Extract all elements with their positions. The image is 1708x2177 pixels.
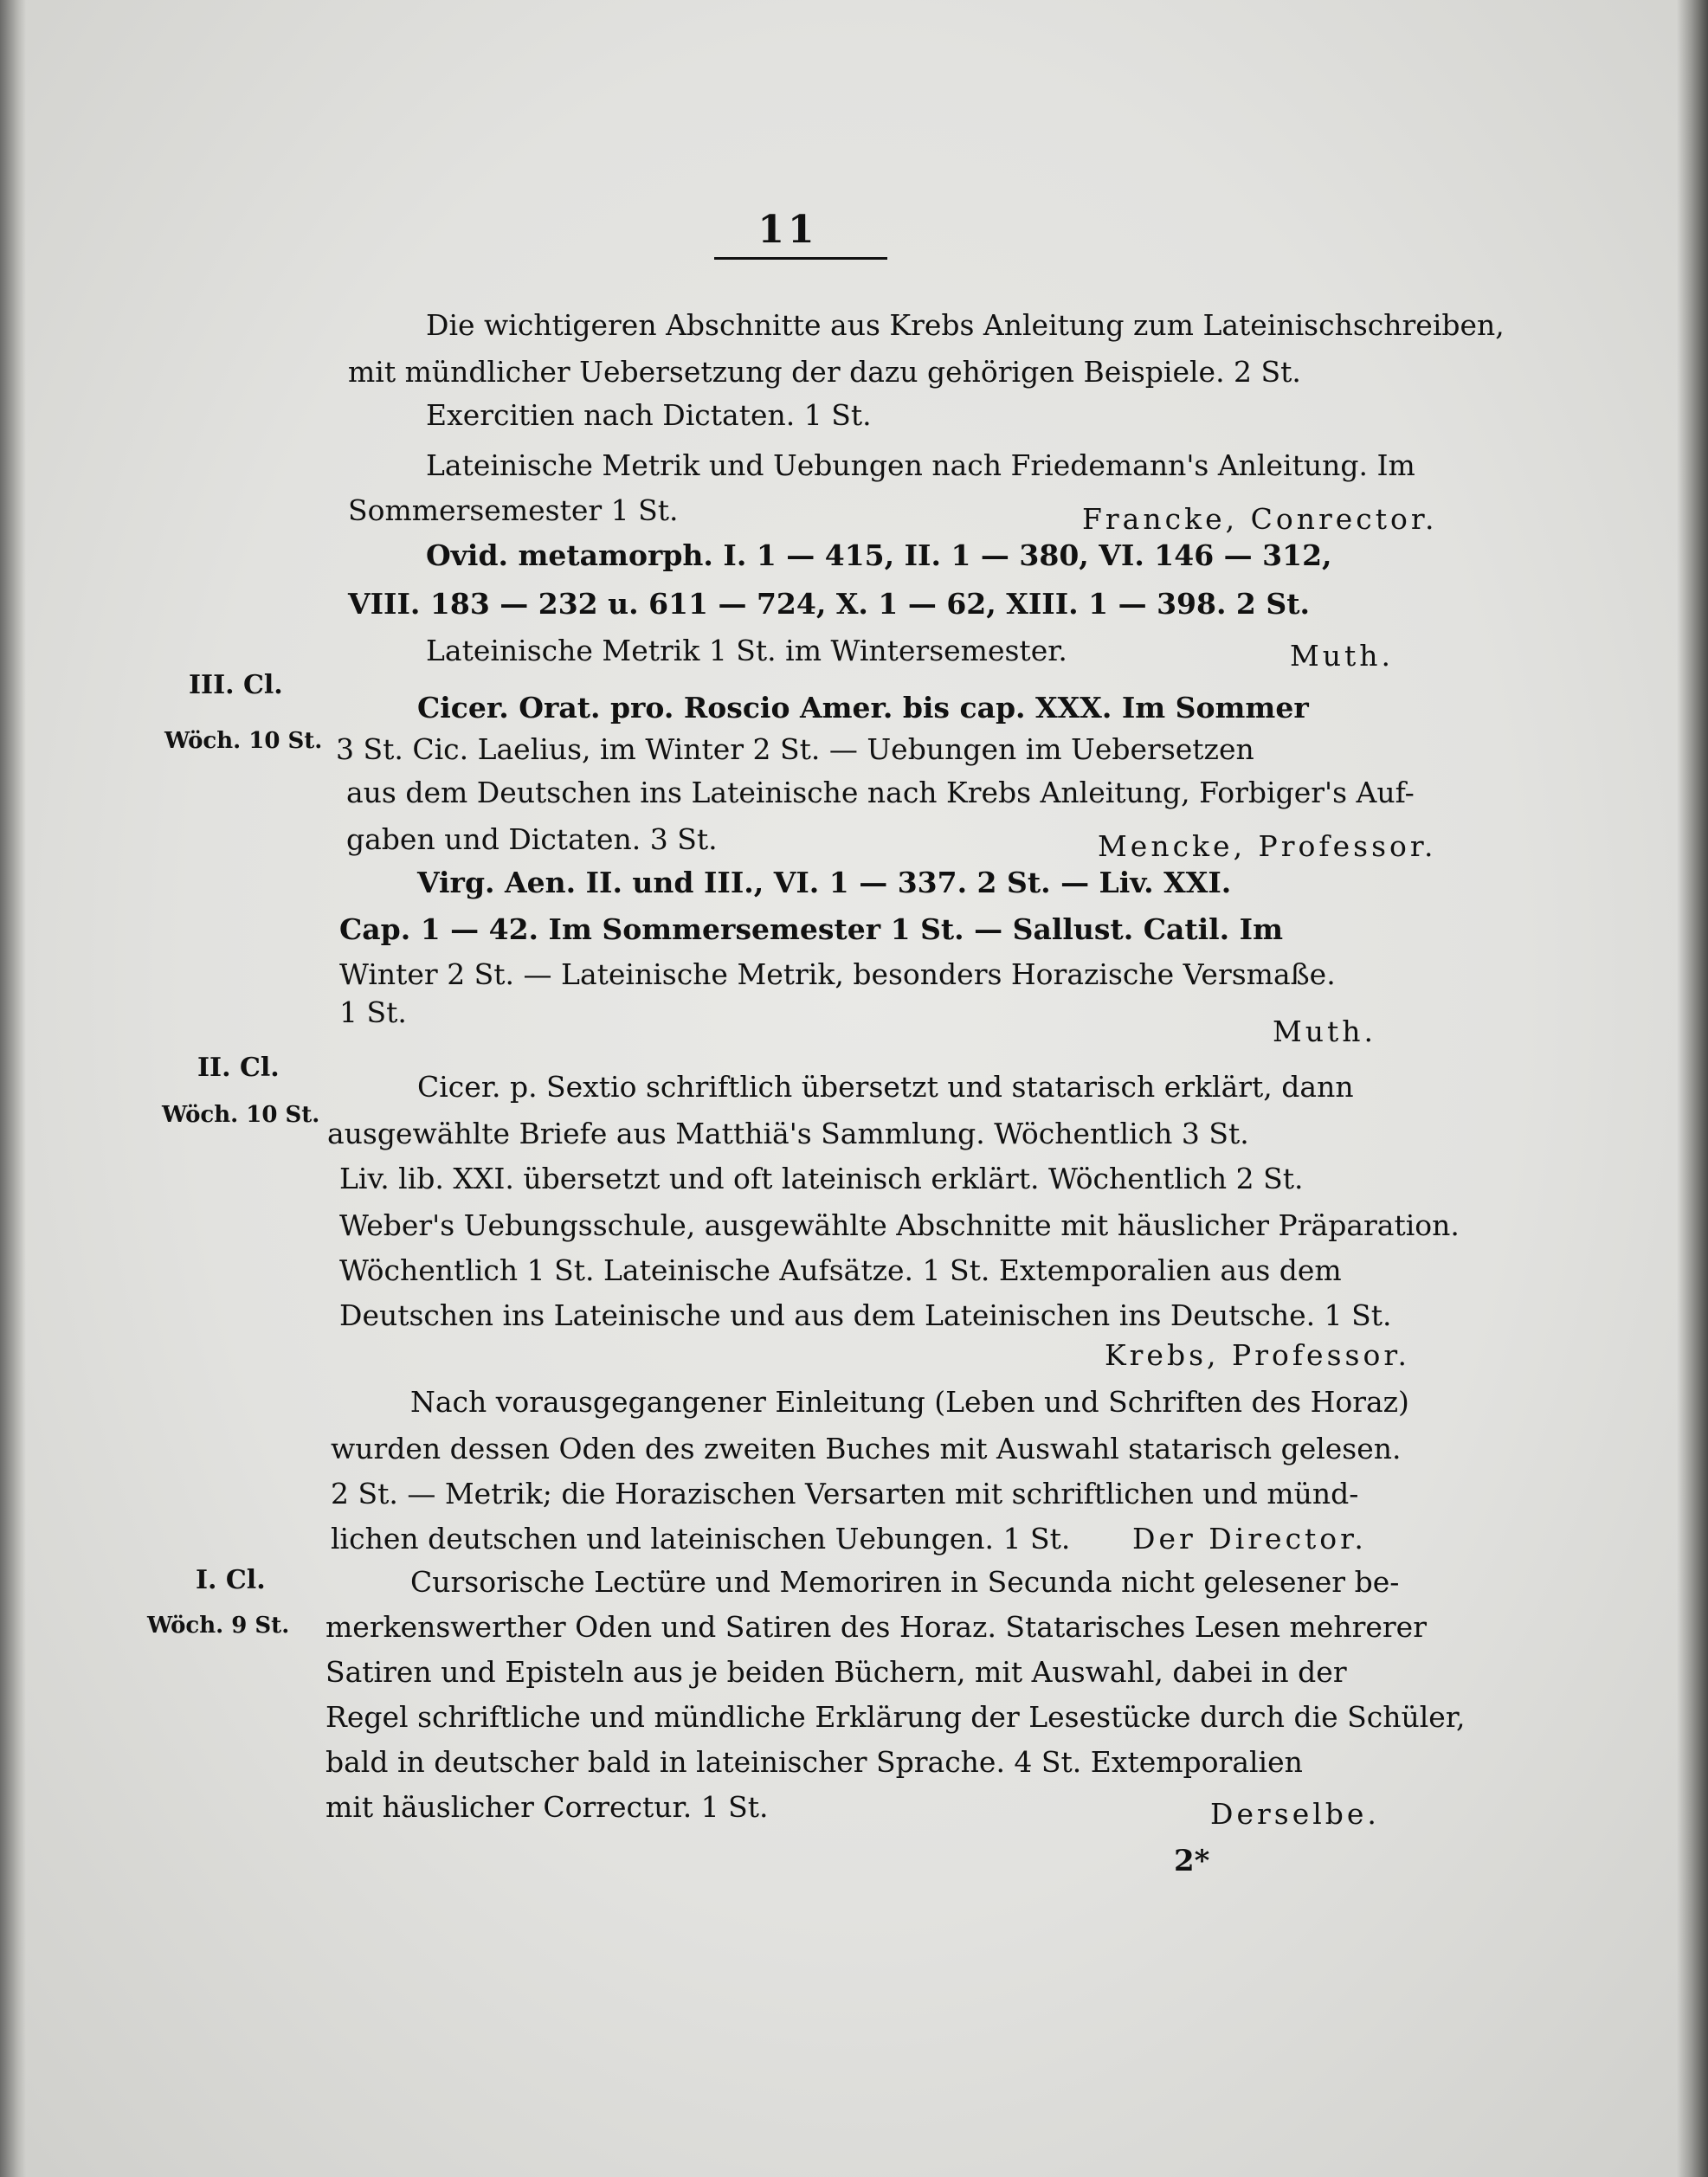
teacher-signature: Krebs, Professor. [1105, 1338, 1410, 1372]
text-line: Cicer. p. Sextio schriftlich übersetzt und statarisch erklärt, dann [417, 1070, 1354, 1104]
text-line: lichen deutschen und lateinischen Uebungen. 1 St. [331, 1522, 1071, 1555]
text-line: mit häuslicher Correctur. 1 St. [325, 1790, 769, 1824]
teacher-signature: Derselbe. [1210, 1797, 1380, 1831]
text-line: Cursorische Lectüre und Memoriren in Secunda nicht gelesener be- [410, 1565, 1400, 1599]
text-line: VIII. 183 — 232 u. 611 — 724, X. 1 — 62, XIII. 1 — 398. 2 St. [348, 587, 1310, 621]
header-rule [714, 257, 887, 260]
margin-class-1-label: I. Cl. [196, 1565, 266, 1595]
text-line: bald in deutscher bald in lateinischer Sprache. 4 St. Extemporalien [325, 1745, 1303, 1779]
text-line: Lateinische Metrik 1 St. im Wintersemester. [426, 634, 1067, 667]
text-line: Deutschen ins Lateinische und aus dem Lateinischen ins Deutsche. 1 St. [339, 1298, 1392, 1332]
text-line: Wöchentlich 1 St. Lateinische Aufsätze. 1 St. Extemporalien aus dem [339, 1253, 1342, 1287]
text-line: Weber's Uebungsschule, ausgewählte Abschnitte mit häuslicher Präparation. [339, 1208, 1460, 1242]
text-line: aus dem Deutschen ins Lateinische nach Krebs Anleitung, Forbiger's Auf- [346, 776, 1415, 809]
printer-signature-mark: 2* [1174, 1844, 1210, 1878]
text-line: Die wichtigeren Abschnitte aus Krebs Anleitung zum Lateinischschreiben, [426, 308, 1505, 342]
text-line: Sommersemester 1 St. [348, 493, 679, 527]
text-line: 2 St. — Metrik; die Horazischen Versarten mit schriftlichen und münd- [331, 1477, 1359, 1510]
text-line: Cicer. Orat. pro. Roscio Amer. bis cap. XXX. Im Sommer [417, 691, 1309, 725]
text-line: Liv. lib. XXI. übersetzt und oft lateinisch erklärt. Wöchentlich 2 St. [339, 1162, 1304, 1195]
text-line: ausgewählte Briefe aus Matthiä's Sammlung. Wöchentlich 3 St. [327, 1117, 1249, 1150]
text-line: Satiren und Episteln aus je beiden Büchern, mit Auswahl, dabei in der [325, 1655, 1347, 1689]
margin-class-3-label: III. Cl. [189, 670, 283, 700]
teacher-signature: Mencke, Professor. [1098, 829, 1437, 863]
teacher-signature: Der Director. [1132, 1522, 1367, 1555]
text-line: gaben und Dictaten. 3 St. [346, 822, 718, 856]
margin-class-3-hours: Wöch. 10 St. [164, 728, 323, 754]
text-line: Lateinische Metrik und Uebungen nach Friedemann's Anleitung. Im [426, 448, 1415, 482]
text-line: Nach vorausgegangener Einleitung (Leben und Schriften des Horaz) [410, 1385, 1409, 1419]
text-line: 1 St. [339, 995, 407, 1029]
text-line: merkenswerther Oden und Satiren des Horaz. Statarisches Lesen mehrerer [325, 1610, 1427, 1644]
text-line: wurden dessen Oden des zweiten Buches mit Auswahl statarisch gelesen. [331, 1432, 1402, 1465]
text-line: Exercitien nach Dictaten. 1 St. [426, 398, 872, 432]
page-edge-left [0, 0, 26, 2177]
text-line: 3 St. Cic. Laelius, im Winter 2 St. — Uebungen im Uebersetzen [336, 732, 1254, 766]
text-line: Virg. Aen. II. und III., VI. 1 — 337. 2 St. — Liv. XXI. [417, 866, 1232, 899]
text-line: Winter 2 St. — Lateinische Metrik, besonders Horazische Versmaße. [339, 957, 1336, 991]
teacher-signature: Muth. [1273, 1014, 1377, 1048]
margin-class-1-hours: Wöch. 9 St. [147, 1613, 290, 1639]
text-line: Cap. 1 — 42. Im Sommersemester 1 St. — Sallust. Catil. Im [339, 912, 1283, 946]
teacher-signature: Francke, Conrector. [1082, 502, 1438, 536]
text-line: Ovid. metamorph. I. 1 — 415, II. 1 — 380, VI. 146 — 312, [426, 538, 1332, 572]
text-line: Regel schriftliche und mündliche Erklärung der Lesestücke durch die Schüler, [325, 1700, 1466, 1734]
margin-class-2-label: II. Cl. [197, 1053, 280, 1083]
page-number: 11 [757, 208, 818, 252]
margin-class-2-hours: Wöch. 10 St. [162, 1102, 320, 1128]
page-edge-right [1677, 0, 1708, 2177]
teacher-signature: Muth. [1290, 639, 1395, 673]
text-line: mit mündlicher Uebersetzung der dazu gehörigen Beispiele. 2 St. [348, 355, 1301, 389]
